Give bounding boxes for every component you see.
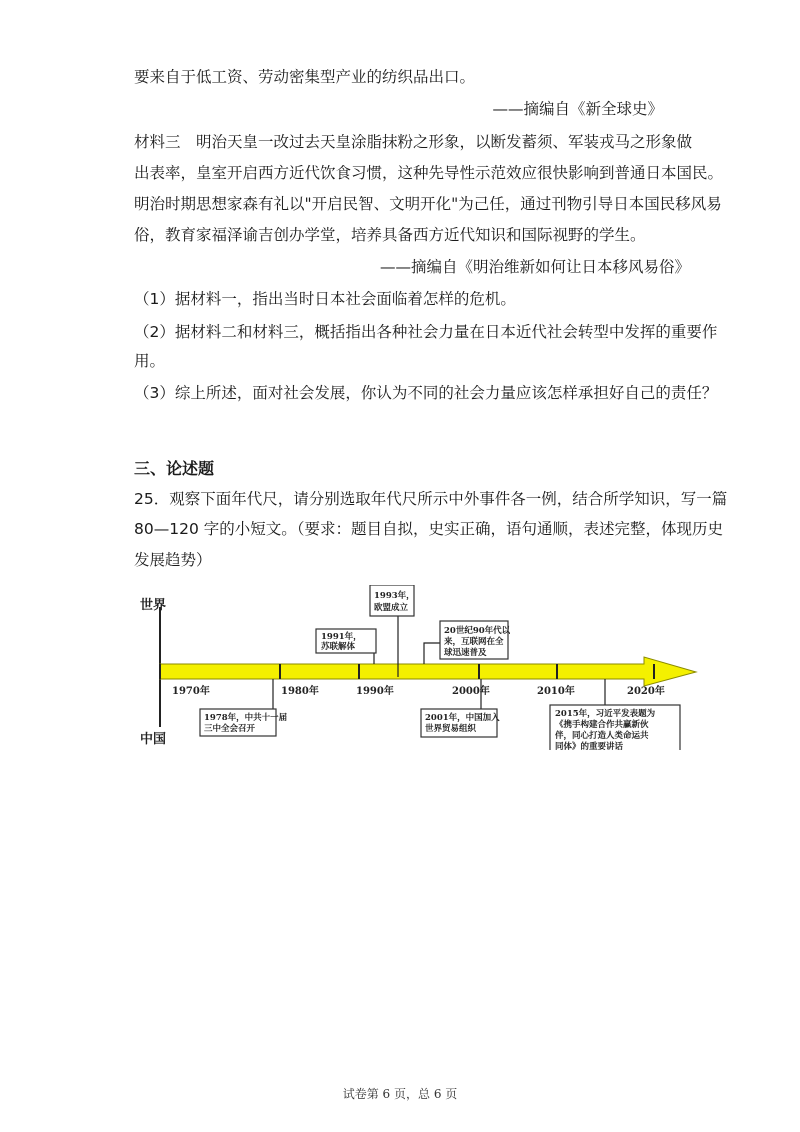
world-event-1991-line-1: 1991年， — [321, 632, 362, 642]
china-event-2015-line-2: 《携手构建合作共赢新伙 — [555, 720, 649, 730]
year-label-2010: 2010年 — [537, 686, 575, 697]
world-event-internet-line-3: 球迅速普及 — [444, 648, 487, 658]
china-event-2001-line-2: 世界贸易组织 — [425, 724, 477, 734]
material3-line-3: 明治时期思想家森有礼以"开启民智、文明开化"为己任，通过刊物引导日本国民移风易 — [134, 195, 722, 213]
material3-line-1: 材料三 明治天皇一改过去天皇涂脂抹粉之形象，以断发蓄须、军装戎马之形象做 — [134, 133, 693, 151]
world-event-internet-connector — [424, 643, 440, 664]
china-event-2015-line-3: 伴，同心打造人类命运共 — [555, 731, 649, 741]
year-label-1970: 1970年 — [172, 686, 210, 697]
material2-tail: 要来自于低工资、劳动密集型产业的纺织品出口。 — [134, 68, 476, 86]
world-event-internet-line-1: 20世纪90年代以 — [444, 626, 511, 636]
timeline-figure — [130, 585, 700, 750]
year-label-1990: 1990年 — [356, 686, 394, 697]
world-event-1993-line-1: 1993年， — [374, 591, 415, 601]
material3-line-2: 出表率，皇室开启西方近代饮食习惯，这种先导性示范效应很快影响到普通日本国民。 — [134, 164, 724, 182]
question-25-line-2: 80—120 字的小短文。（要求：题目自拟，史实正确，语句通顺，表述完整，体现历史 — [134, 520, 723, 538]
question-1: （1）据材料一，指出当时日本社会面临着怎样的危机。 — [134, 290, 516, 308]
world-event-1993-line-2: 欧盟成立 — [374, 603, 409, 613]
china-event-1978-line-2: 三中全会召开 — [204, 724, 256, 734]
question-3: （3）综上所述，面对社会发展，你认为不同的社会力量应该怎样承担好自己的责任？ — [134, 384, 718, 402]
china-label: 中国 — [140, 732, 167, 747]
year-label-1980: 1980年 — [281, 686, 319, 697]
timeline-arrow-bar — [160, 657, 696, 686]
question-25-line-1: 25．观察下面年代尺，请分别选取年代尺所示中外事件各一例，结合所学知识，写一篇 — [134, 490, 728, 508]
question-2-tail: 用。 — [134, 352, 166, 370]
material3-line-4: 俗，教育家福泽谕吉创办学堂，培养具备西方近代知识和国际视野的学生。 — [134, 226, 646, 244]
page-footer: 试卷第 6 页，总 6 页 — [342, 1087, 458, 1101]
china-event-2015-line-1: 2015年，习近平发表题为 — [555, 709, 656, 719]
china-event-2001-line-1: 2001年，中国加入 — [425, 713, 500, 723]
material2-source: ——摘编自《新全球史》 — [492, 100, 663, 118]
china-event-1978-line-1: 1978年，中共十一届 — [204, 713, 288, 723]
world-event-internet-line-2: 来，互联网在全 — [444, 637, 504, 647]
question-2: （2）据材料二和材料三，概括指出各种社会力量在日本近代社会转型中发挥的重要作 — [134, 323, 718, 341]
world-label: 世界 — [140, 598, 167, 613]
world-event-1991-line-2: 苏联解体 — [321, 642, 356, 652]
material3-source: ——摘编自《明治维新如何让日本移风易俗》 — [380, 258, 691, 276]
question-25-line-3: 发展趋势） — [134, 551, 212, 569]
china-event-2015-line-4: 同体》的重要讲话 — [555, 742, 624, 750]
year-label-2000: 2000年 — [452, 686, 490, 697]
year-label-2020: 2020年 — [627, 686, 665, 697]
section-heading: 三、论述题 — [134, 459, 215, 478]
